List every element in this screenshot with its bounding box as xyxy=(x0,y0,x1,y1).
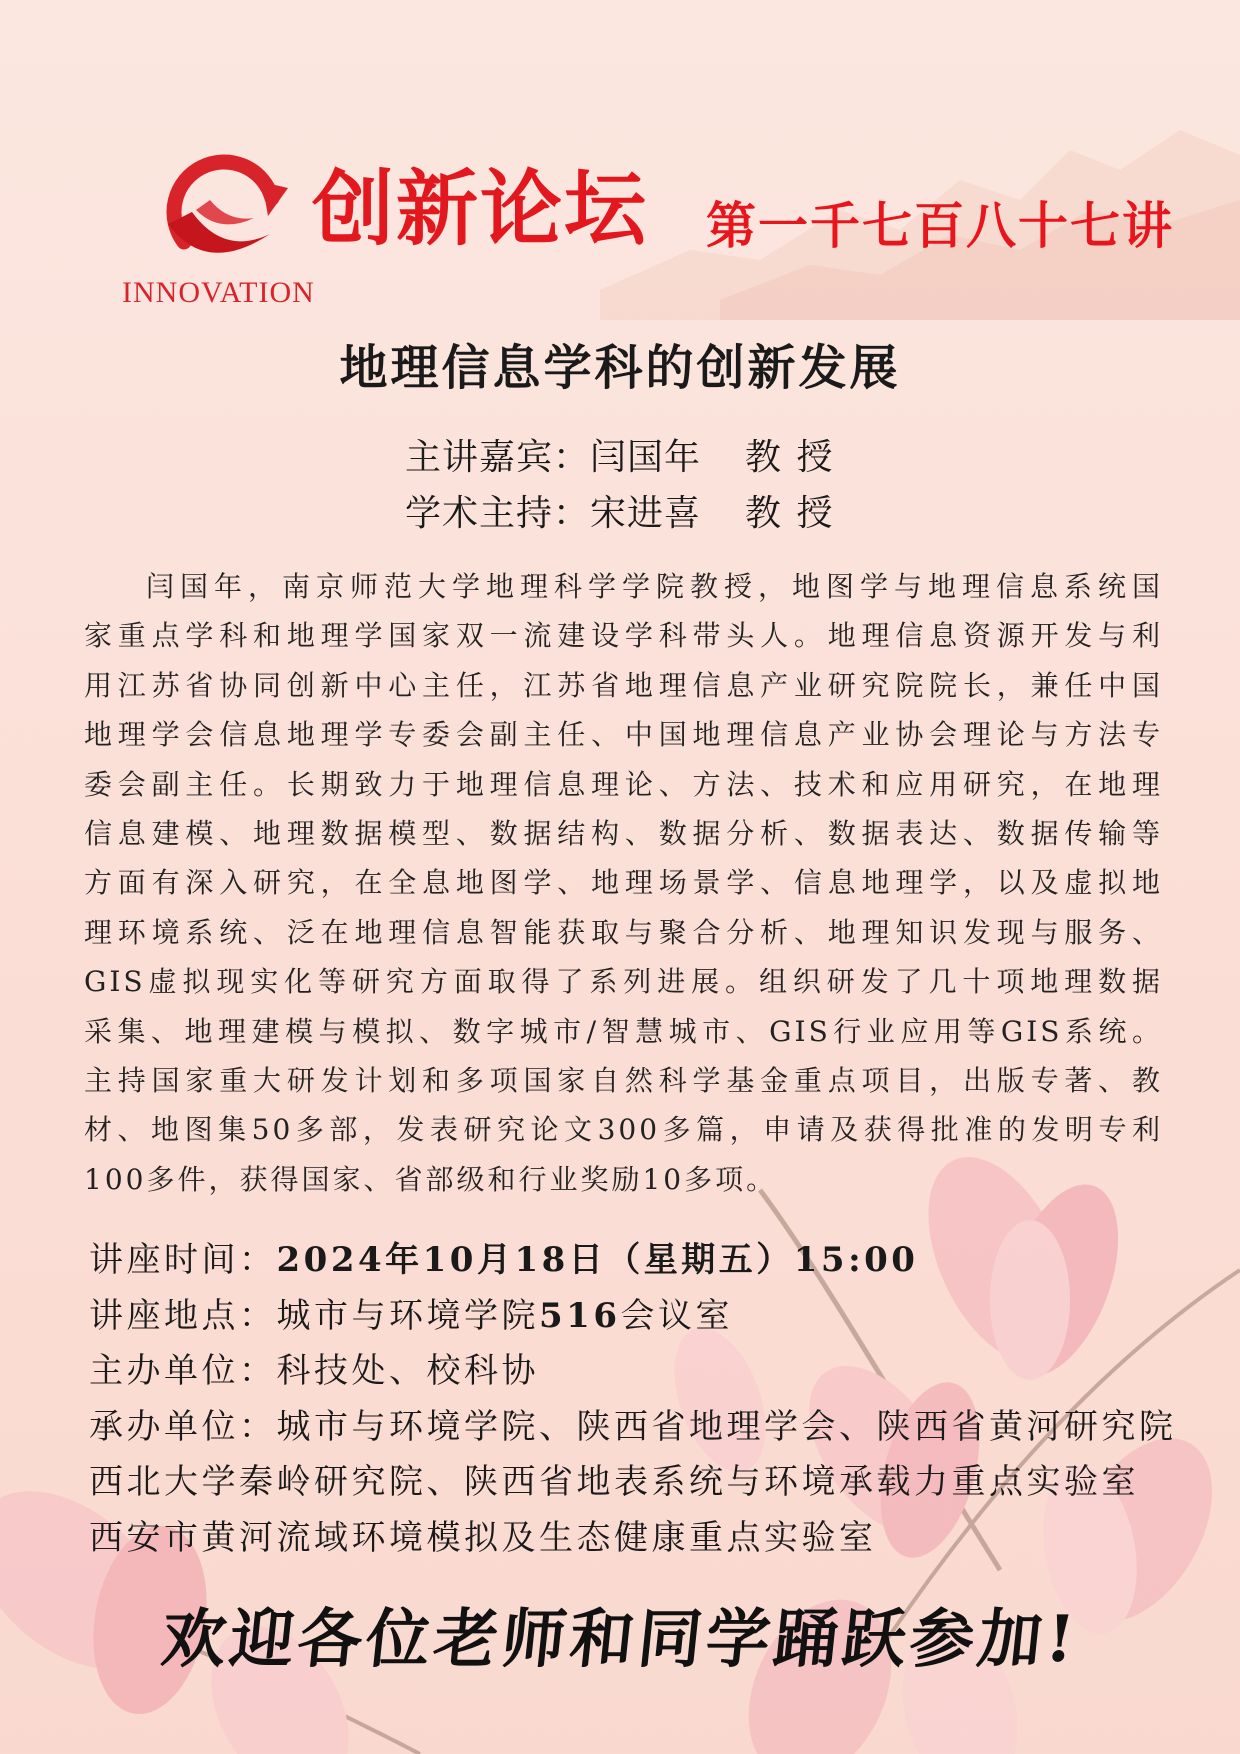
co-org-label: 承办单位： xyxy=(89,1406,277,1447)
co-org-continued: 西安市黄河流域环境模拟及生态健康重点实验室 xyxy=(89,1517,877,1558)
time-value: 2024年10月18日（星期五）15:00 xyxy=(276,1240,919,1280)
co-org-value: 城市与环境学院、陕西省地理学会、陕西省黄河研究院 xyxy=(276,1406,1177,1447)
moderator-role: 学术主持： xyxy=(405,493,591,534)
place-row xyxy=(89,1289,1177,1345)
bio-line: 地理学会信息地理学专委会副主任、中国地理信息产业协会理论与方法专 xyxy=(84,718,1163,752)
bio-line: 理环境系统、泛在地理信息智能获取与聚合分析、地理知识发现与服务、 xyxy=(84,915,1163,949)
time-row xyxy=(89,1233,1177,1289)
mountain-decoration xyxy=(600,60,1240,320)
bio-line: 闫国年，南京师范大学地理科学学院教授，地图学与地理信息系统国 xyxy=(146,570,1163,603)
speaker-rank: 教 授 xyxy=(745,437,835,478)
hosts xyxy=(405,430,834,542)
bio-line: 主持国家重大研发计划和多项国家自然科学基金重点项目，出版专著、教 xyxy=(84,1063,1163,1097)
bio-line: 家重点学科和地理学国家双一流建设学科带头人。地理信息资源开发与利 xyxy=(84,619,1163,653)
forum-name: 创新论坛 xyxy=(312,162,649,257)
welcome-slogan: 欢迎各位老师和同学踊跃参加! xyxy=(158,1602,1083,1677)
place-label: 讲座地点： xyxy=(89,1295,277,1336)
host-org-label: 主办单位： xyxy=(89,1351,277,1392)
place-value: 城市与环境学院516会议室 xyxy=(276,1295,733,1336)
bio-line: 采集、地理建模与模拟、数字城市/智慧城市、GIS行业应用等GIS系统。 xyxy=(84,1014,1163,1048)
bio-line: GIS虚拟现实化等研究方面取得了系列进展。组织研发了几十项地理数据 xyxy=(84,965,1163,999)
lecture-title: 地理信息学科的创新发展 xyxy=(339,340,901,396)
innovation-logo xyxy=(150,138,290,278)
bio-line: 材、地图集50多部，发表研究论文300多篇，申请及获得批准的发明专利 xyxy=(84,1113,1163,1147)
speaker-bio xyxy=(84,562,1163,1204)
host-org-row xyxy=(89,1344,1177,1400)
co-org-continued: 西北大学秦岭研究院、陕西省地表系统与环境承载力重点实验室 xyxy=(89,1462,1139,1503)
bio-line: 委会副主任。长期致力于地理信息理论、方法、技术和应用研究，在地理 xyxy=(84,767,1163,801)
moderator-row xyxy=(405,486,834,542)
moderator-rank: 教 授 xyxy=(745,493,835,534)
bio-line: 信息建模、地理数据模型、数据结构、数据分析、数据表达、数据传输等 xyxy=(84,816,1163,850)
logo-text: INNOVATION xyxy=(122,276,315,309)
speaker-row xyxy=(405,430,834,486)
time-label: 讲座时间： xyxy=(89,1240,277,1280)
bio-line: 用江苏省协同创新中心主任，江苏省地理信息产业研究院院长，兼任中国 xyxy=(84,668,1163,702)
lecture-details xyxy=(89,1233,1177,1567)
host-org-value: 科技处、校科协 xyxy=(276,1351,539,1392)
speaker-role: 主讲嘉宾： xyxy=(405,437,591,478)
speaker-name: 闫国年 xyxy=(590,437,702,478)
bio-line: 100多件，获得国家、省部级和行业奖励10多项。 xyxy=(84,1162,778,1196)
bio-line: 方面有深入研究，在全息地图学、地理场景学、信息地理学，以及虚拟地 xyxy=(84,866,1163,900)
lecture-number: 第一千七百八十七讲 xyxy=(706,197,1174,255)
co-org-row xyxy=(89,1400,1177,1456)
moderator-name: 宋进喜 xyxy=(590,493,702,534)
